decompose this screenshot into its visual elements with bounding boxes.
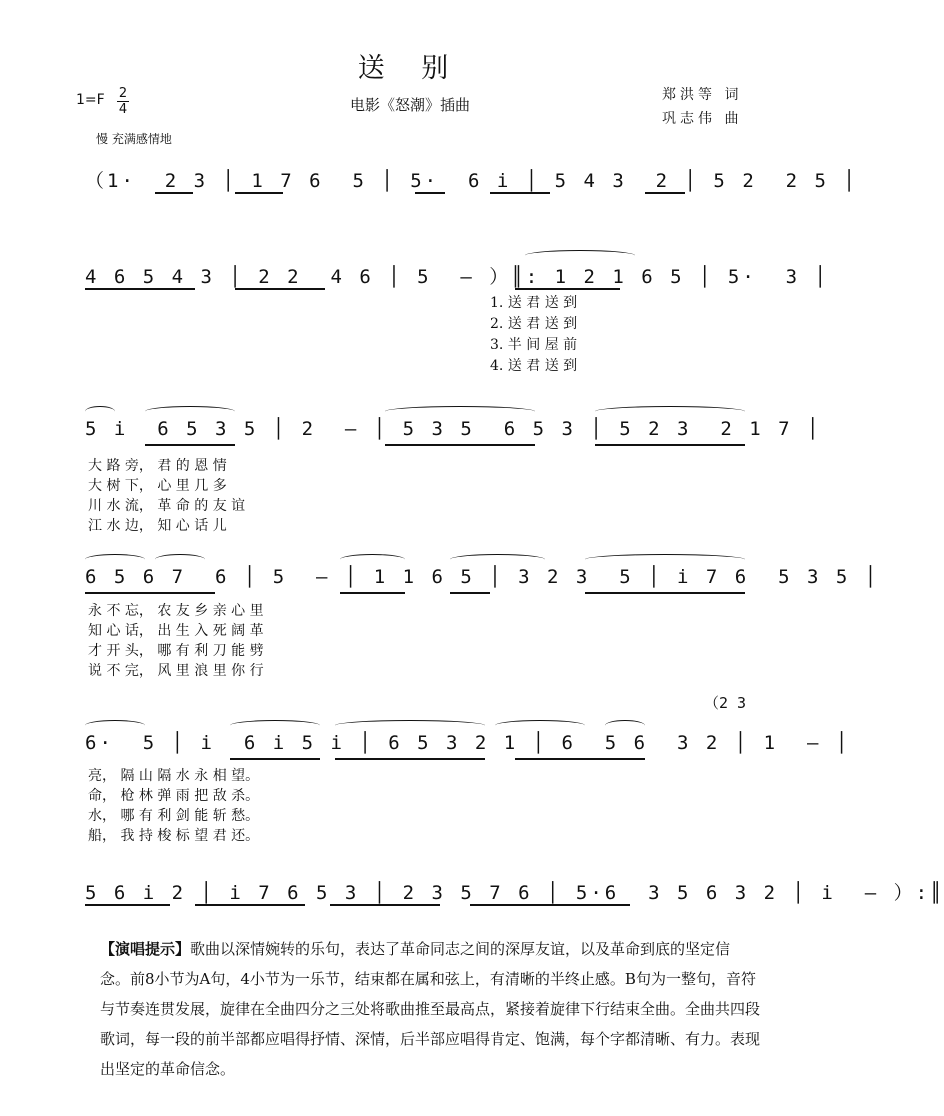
lyricist-credit: 郑洪等 词 xyxy=(662,87,743,103)
verse-intro-3: 3. 半 间 屋 前 xyxy=(490,337,578,353)
subtitle: 电影《怒潮》插曲 xyxy=(349,96,470,114)
time-signature-bottom: 4 xyxy=(118,102,128,117)
verse-intro-1: 1. 送 君 送 到 xyxy=(490,295,578,311)
notation-line-3: 5 i 6 5 3 5 │ 2 – │ 5 3 5 6 5 3 │ 5 2 3 2 1 7 │ xyxy=(85,418,822,440)
pickup-notes: （2 3 xyxy=(704,694,747,712)
notation-line-5: 6· 5 │ i 6 i 5 i │ 6 5 3 2 1 │ 6 5 6 3 2 │ 1 – │ xyxy=(85,732,851,754)
music-line-6 xyxy=(85,860,944,930)
performance-tips xyxy=(100,934,760,1084)
song-title: 送 别 xyxy=(357,53,463,84)
composer-credit: 巩志伟 曲 xyxy=(662,111,743,127)
lyrics-c-2: 命， 枪 林 弹 雨 把 敌 杀。 xyxy=(88,788,260,804)
notation-line-1: （1· 2 3 │ 1 7 6 5 │ 5· 6 i │ 5 4 3 2 │ 5 2 2 5 │ xyxy=(85,170,858,192)
tips-text: 歌曲以深情婉转的乐句，表达了革命同志之间的深厚友谊，以及革命到底的坚定信念。前8小节为A句，4小节为一乐节，结束都在属和弦上，有清晰的半终止感。B句为一整句，音符与节奏连贯发展，旋律在全曲四分之三处将歌曲推至最高点，紧接着旋律下行结束全曲。全曲共四段歌词，每一段的前半部都应唱得抒情、深情，后半部应唱得肯定、饱满，每个字都清晰、有力。表现出坚定的革命信念。 xyxy=(100,940,761,1078)
verse-intro-2: 2. 送 君 送 到 xyxy=(490,316,578,332)
verse-intro-4: 4. 送 君 送 到 xyxy=(490,358,578,374)
lyrics-a-2: 大 树 下， 心 里 几 多 xyxy=(88,478,227,494)
lyrics-a-3: 川 水 流， 革 命 的 友 谊 xyxy=(88,498,246,514)
lyrics-b-2: 知 心 话， 出 生 入 死 阔 革 xyxy=(88,623,264,639)
tips-label: 【演唱提示】 xyxy=(100,940,191,958)
notation-line-2: 4 6 5 4 3 │ 2 2 4 6 │ 5 – ）║: 1 2 1 6 5 │ 5· 3 │ xyxy=(85,266,829,288)
lyrics-b-3: 才 开 头， 哪 有 利 刀 能 劈 xyxy=(88,643,264,659)
lyrics-b-1: 永 不 忘， 农 友 乡 亲 心 里 xyxy=(88,603,264,619)
lyrics-c-4: 船， 我 持 梭 标 望 君 还。 xyxy=(88,828,260,844)
key-signature: 1=F xyxy=(76,92,105,108)
lyrics-b-4: 说 不 完， 风 里 浪 里 你 行 xyxy=(88,663,264,679)
lyrics-a-1: 大 路 旁， 君 的 恩 情 xyxy=(88,458,227,474)
lyrics-c-1: 亮， 隔 山 隔 水 永 相 望。 xyxy=(88,768,260,784)
notation-line-4: 6 5 6 7 6 │ 5 – │ 1 1 6 5 │ 3 2 3 5 │ i 7 6 5 3 5 │ xyxy=(85,566,880,588)
music-line-1 xyxy=(85,148,858,218)
music-line-2 xyxy=(85,244,829,314)
lyrics-a-4: 江 水 边， 知 心 话 儿 xyxy=(88,518,227,534)
tempo-marking: 慢 充满感情地 xyxy=(96,132,172,146)
time-signature-top: 2 xyxy=(118,86,128,101)
lyrics-c-3: 水， 哪 有 利 剑 能 斩 愁。 xyxy=(88,808,260,824)
notation-line-6: 5 6 i 2 │ i 7 6 5 3 │ 2 3 5 7 6 │ 5·6 3 5 6 3 2 │ i – ）:║ xyxy=(85,882,944,904)
